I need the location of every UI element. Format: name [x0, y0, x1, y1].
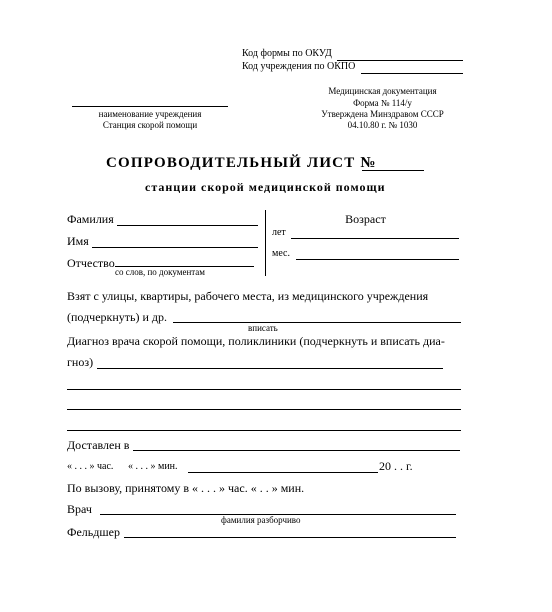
name-field[interactable] [92, 247, 258, 248]
diagnosis-field-4[interactable] [67, 430, 461, 431]
institution-name-caption: наименование учреждения [98, 109, 202, 119]
delivery-date-field[interactable] [188, 472, 378, 473]
surname-field[interactable] [117, 225, 258, 226]
approval-line-3: Утверждена Минздравом СССР [321, 109, 444, 119]
approval-line-1: Медицинская документация [328, 86, 437, 96]
document-subtitle: станции скорой медицинской помощи [145, 180, 386, 194]
call-text: По вызову, принятому в « . . . » час. « . . » мин. [67, 481, 305, 495]
pickup-line-2: (подчеркнуть) и др. [67, 310, 168, 324]
name-label: Имя [67, 234, 89, 248]
pickup-write-in-caption: вписать [248, 323, 278, 333]
okud-label: Код формы по ОКУД [242, 48, 332, 59]
pickup-line-1: Взят с улицы, квартиры, рабочего места, из медицинского учреждения [67, 289, 429, 303]
age-title: Возраст [345, 212, 386, 226]
age-months-label: мес. [272, 248, 290, 259]
document-number-field[interactable] [362, 170, 424, 171]
surname-label: Фамилия [67, 212, 114, 226]
delivered-label: Доставлен в [67, 438, 130, 452]
pickup-write-in-field[interactable] [173, 322, 461, 323]
doctor-signature-caption: фамилия разборчиво [221, 515, 301, 525]
diagnosis-line-2: гноз) [67, 355, 94, 369]
paramedic-label: Фельдшер [67, 525, 120, 539]
institution-name-field[interactable] [72, 106, 228, 107]
institution-name-value: Станция скорой помощи [102, 120, 198, 130]
delivery-year: 20 . . г. [379, 459, 413, 473]
age-divider [265, 210, 266, 276]
delivered-field[interactable] [133, 450, 460, 451]
document-title: СОПРОВОДИТЕЛЬНЫЙ ЛИСТ № [106, 155, 377, 171]
age-years-field[interactable] [291, 238, 459, 239]
person-note: со слов, по документам [115, 267, 205, 277]
diagnosis-field-3[interactable] [67, 409, 461, 410]
paramedic-field[interactable] [124, 537, 456, 538]
patronymic-label: Отчество [67, 256, 115, 270]
okpo-label: Код учреждения по ОКПО [242, 61, 356, 72]
delivery-hours: « . . . » час. [67, 461, 114, 472]
diagnosis-field-1[interactable] [97, 368, 443, 369]
age-months-field[interactable] [296, 259, 459, 260]
okud-field[interactable] [337, 60, 463, 61]
delivery-minutes: « . . . » мин. [128, 461, 178, 472]
age-years-label: лет [272, 227, 286, 238]
approval-line-4: 04.10.80 г. № 1030 [347, 120, 418, 130]
approval-line-2: Форма № 114/у [353, 98, 412, 108]
okpo-field[interactable] [361, 73, 463, 74]
diagnosis-line-1: Диагноз врача скорой помощи, поликлиники (подчеркнуть и вписать диа- [67, 334, 445, 348]
doctor-label: Врач [67, 502, 92, 516]
diagnosis-field-2[interactable] [67, 389, 461, 390]
